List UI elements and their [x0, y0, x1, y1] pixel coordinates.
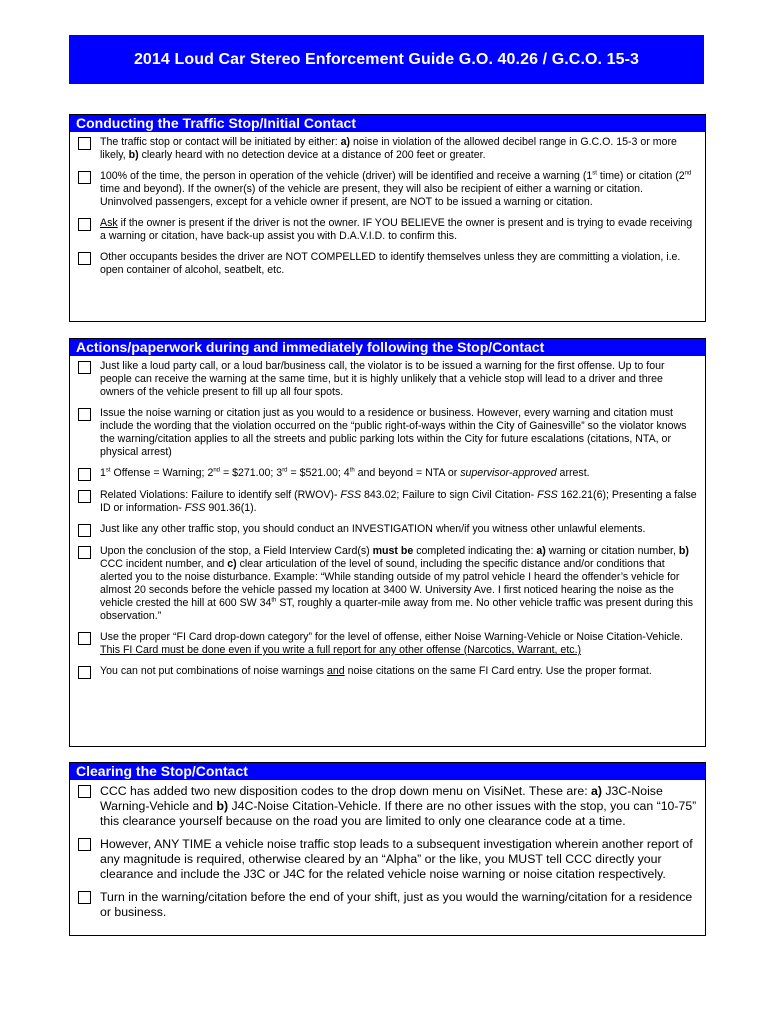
checklist-item — [78, 784, 697, 829]
checkbox[interactable] — [78, 408, 91, 421]
section-header: Actions/paperwork during and immediately following the Stop/Contact — [70, 339, 705, 356]
checklist-item-text: 1st Offense = Warning; 2nd = $271.00; 3rd = $521.00; 4th and beyond = NTA or supervisor-approved arrest. — [100, 467, 590, 479]
checklist — [70, 780, 705, 920]
checkbox[interactable] — [78, 785, 91, 798]
checkbox[interactable] — [78, 891, 91, 904]
checkbox[interactable] — [78, 171, 91, 184]
section-actions-paperwork — [69, 338, 706, 747]
checkbox[interactable] — [78, 218, 91, 231]
checklist — [70, 356, 705, 679]
checklist-item — [78, 665, 697, 679]
checklist-item — [78, 837, 697, 882]
checkbox[interactable] — [78, 838, 91, 851]
checklist — [70, 132, 705, 277]
checklist-item — [78, 523, 697, 537]
checklist-item-text: Related Violations: Failure to identify self (RWOV)- FSS 843.02; Failure to sign Civil Citation- FSS 162.21(6); Presenting a false ID or information- FSS 901.36(1). — [100, 489, 697, 514]
checkbox[interactable] — [78, 361, 91, 374]
checklist-item — [78, 251, 697, 277]
checkbox[interactable] — [78, 137, 91, 150]
checklist-item-text: Other occupants besides the driver are NOT COMPELLED to identify themselves unless they are committing a violation, i.e. open container of alcohol, seatbelt, etc. — [100, 251, 681, 276]
section-header: Clearing the Stop/Contact — [70, 763, 705, 780]
checklist-item — [78, 545, 697, 623]
checkbox[interactable] — [78, 252, 91, 265]
checklist-item — [78, 360, 697, 399]
checklist-item-text: 100% of the time, the person in operation of the vehicle (driver) will be identified and receive a warning (1st time) or citation (2nd time and beyond). If the owner(s) of the vehicle are present, they will also be recipient of either a warning or citation. Uninvolved passengers, except for a vehicle owner if present, are NOT to be issued a warning or citation. — [100, 170, 692, 208]
checklist-item-text: CCC has added two new disposition codes to the drop down menu on VisiNet. These are: a) J3C-Noise Warning-Vehicle and b) J4C-Noise Citation-Vehicle. If there are no other issues with the stop, you can “10-75” this clearance yourself because on the road you are limited to only one clearance code at a time. — [100, 784, 697, 828]
checklist-item — [78, 890, 697, 920]
section-initial-contact — [69, 114, 706, 322]
checklist-item-text: Just like any other traffic stop, you should conduct an INVESTIGATION when/if you witness other unlawful elements. — [100, 523, 646, 535]
checklist-item-text: Turn in the warning/citation before the end of your shift, just as you would the warning/citation for a residence or business. — [100, 890, 693, 919]
checklist-item — [78, 631, 697, 657]
checklist-item-text: Issue the noise warning or citation just as you would to a residence or business. However, every warning and citation must include the wording that the violation occurred on the “public right-of-ways within the City of Gainesville” so the violator knows the warning/citation applies to all the streets and public parking lots within the City for future escalations (citations, NTA, or physical arrest) — [100, 407, 687, 458]
checklist-item-text: Just like a loud party call, or a loud bar/business call, the violator is to be issued a warning for the first offense. Up to four people can receive the warning at the same time, but it is highly unlikely that a vehicle stop will lead to a driver and three owners of the vehicle present to fill up all four spots. — [100, 360, 665, 398]
checklist-item — [78, 489, 697, 515]
checkbox[interactable] — [78, 666, 91, 679]
checklist-item — [78, 217, 697, 243]
checkbox[interactable] — [78, 490, 91, 503]
checklist-item — [78, 407, 697, 459]
checkbox[interactable] — [78, 468, 91, 481]
checkbox[interactable] — [78, 524, 91, 537]
checklist-item — [78, 467, 697, 481]
checklist-item-text: Use the proper “FI Card drop-down category” for the level of offense, either Noise Warning-Vehicle or Noise Citation-Vehicle. This FI Card must be done even if you write a full report for any other offense (Narcotics, Warrant, etc.) — [100, 631, 683, 656]
checklist-item-text: Ask if the owner is present if the driver is not the owner. IF YOU BELIEVE the owner is present and is trying to evade receiving a warning or citation, have back-up assist you with D.A.V.I.D. to confirm this. — [100, 217, 693, 242]
checklist-item-text: However, ANY TIME a vehicle noise traffic stop leads to a subsequent investigation wherein another report of any magnitude is required, otherwise cleared by an “Alpha” or the like, you MUST tell CCC directly your clearance and include the J3C or J4C for the related vehicle noise warning or noise citation respectively. — [100, 837, 693, 881]
checkbox[interactable] — [78, 632, 91, 645]
section-clearing-stop — [69, 762, 706, 936]
checklist-item — [78, 136, 697, 162]
page-title: 2014 Loud Car Stereo Enforcement Guide G.O. 40.26 / G.C.O. 15-3 — [69, 35, 704, 84]
checkbox[interactable] — [78, 546, 91, 559]
section-header: Conducting the Traffic Stop/Initial Contact — [70, 115, 705, 132]
checklist-item-text: Upon the conclusion of the stop, a Field Interview Card(s) must be completed indicating the: a) warning or citation number, b) CCC incident number, and c) clear articulation of the level of sound, including the specific distance and/or conditions that alerted you to the noise disturbance. Example: “While standing outside of my patrol vehicle I heard the offender’s vehicle for almost 20 seconds before the vehicle passed my location at 3400 W. University Ave. I first noticed hearing the noise as the vehicle crested the hill at 600 SW 34th ST, roughly a quarter-mile away from me. No other vehicle traffic was present during this observation.” — [100, 545, 694, 622]
checklist-item-text: The traffic stop or contact will be initiated by either: a) noise in violation of the allowed decibel range in G.C.O. 15-3 or more likely, b) clearly heard with no detection device at a distance of 200 feet or greater. — [100, 136, 677, 161]
checklist-item — [78, 170, 697, 209]
checklist-item-text: You can not put combinations of noise warnings and noise citations on the same FI Card entry. Use the proper format. — [100, 665, 652, 677]
